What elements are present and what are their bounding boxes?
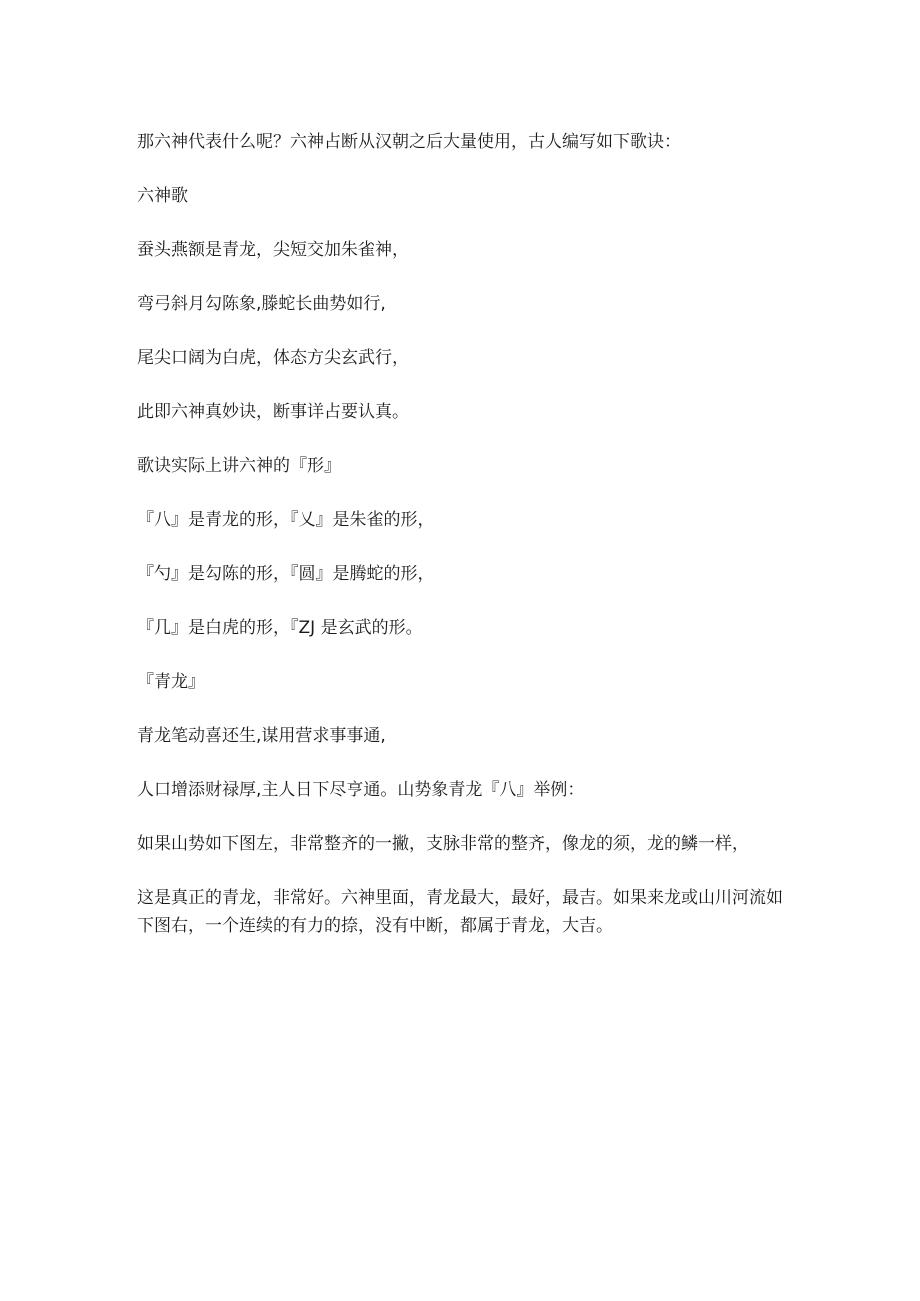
section-heading-qinglong: 『青龙』 xyxy=(137,672,205,692)
document-body xyxy=(137,128,797,940)
form-line: 『勺』是勾陈的形，『圆』是腾蛇的形， xyxy=(137,564,435,584)
verse-line: 尾尖口阔为白虎，体态方尖玄武行， xyxy=(137,348,409,368)
paragraph-intro: 那六神代表什么呢？六神占断从汉朝之后大量使用，古人编写如下歌诀： xyxy=(137,132,681,152)
verse-line: 此即六神真妙诀，断事详占要认真。 xyxy=(137,402,409,422)
verse-line: 人口增添财禄厚,主人日下尽亨通。山势象青龙『八』举例： xyxy=(137,780,585,800)
form-line: 『八』是青龙的形，『乂』是朱雀的形， xyxy=(137,510,435,530)
paragraph-form-intro: 歌诀实际上讲六神的『形』 xyxy=(137,456,341,476)
section-heading-liushen-ge: 六神歌 xyxy=(137,186,188,206)
verse-line: 青龙笔动喜还生,谋用营求事事通, xyxy=(137,726,386,746)
verse-line: 弯弓斜月勾陈象,滕蛇长曲势如行, xyxy=(137,294,386,314)
paragraph-conclusion: 这是真正的青龙，非常好。六神里面，青龙最大，最好，最吉。如果来龙或山川河流如下图右，一个连续的有力的捺，没有中断，都属于青龙，大吉。 xyxy=(137,888,783,936)
verse-line: 蚕头燕额是青龙，尖短交加朱雀神， xyxy=(137,240,409,260)
paragraph-example: 如果山势如下图左，非常整齐的一撇，支脉非常的整齐，像龙的须，龙的鳞一样， xyxy=(137,834,749,854)
form-line: 『几』是白虎的形，『ZJ 是玄武的形。 xyxy=(137,618,423,638)
